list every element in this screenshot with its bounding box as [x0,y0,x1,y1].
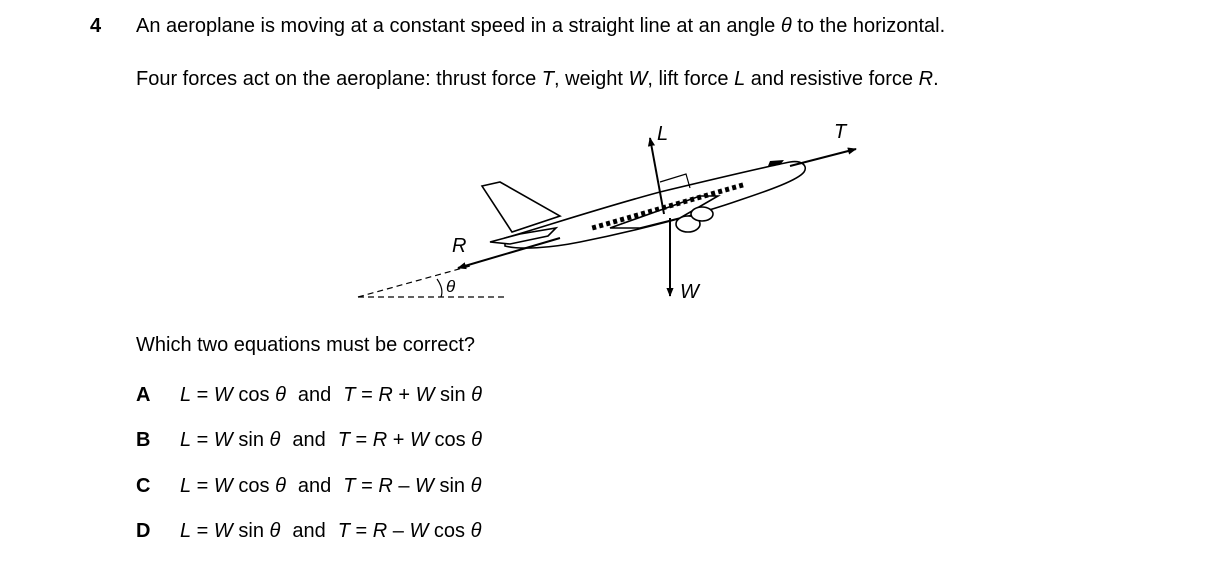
question-intro: An aeroplane is moving at a constant speed in a straight line at an angle θ to the horizontal. [136,15,946,37]
label-W: W [680,281,699,303]
forces-statement: Four forces act on the aeroplane: thrust force T, weight W, lift force L and resistive force R. [136,68,939,90]
engine-2 [691,207,713,221]
question-prompt: Which two equations must be correct? [136,334,476,356]
thrust-arrow [790,149,856,166]
label-T: T [834,121,847,143]
option-a[interactable]: A L = W cos θ and T = R + W sin θ [136,384,482,406]
option-c[interactable]: C L = W cos θ and T = R – W sin θ [136,475,482,497]
label-L: L [657,123,669,145]
option-b[interactable]: B L = W sin θ and T = R + W cos θ [136,429,482,451]
fuselage [505,162,805,248]
label-R: R [452,235,467,257]
aeroplane [482,162,805,248]
label-theta: θ [446,277,456,296]
question-number: 4 [90,15,102,37]
angle-arc [437,279,442,297]
option-d[interactable]: D L = W sin θ and T = R – W cos θ [136,520,482,542]
